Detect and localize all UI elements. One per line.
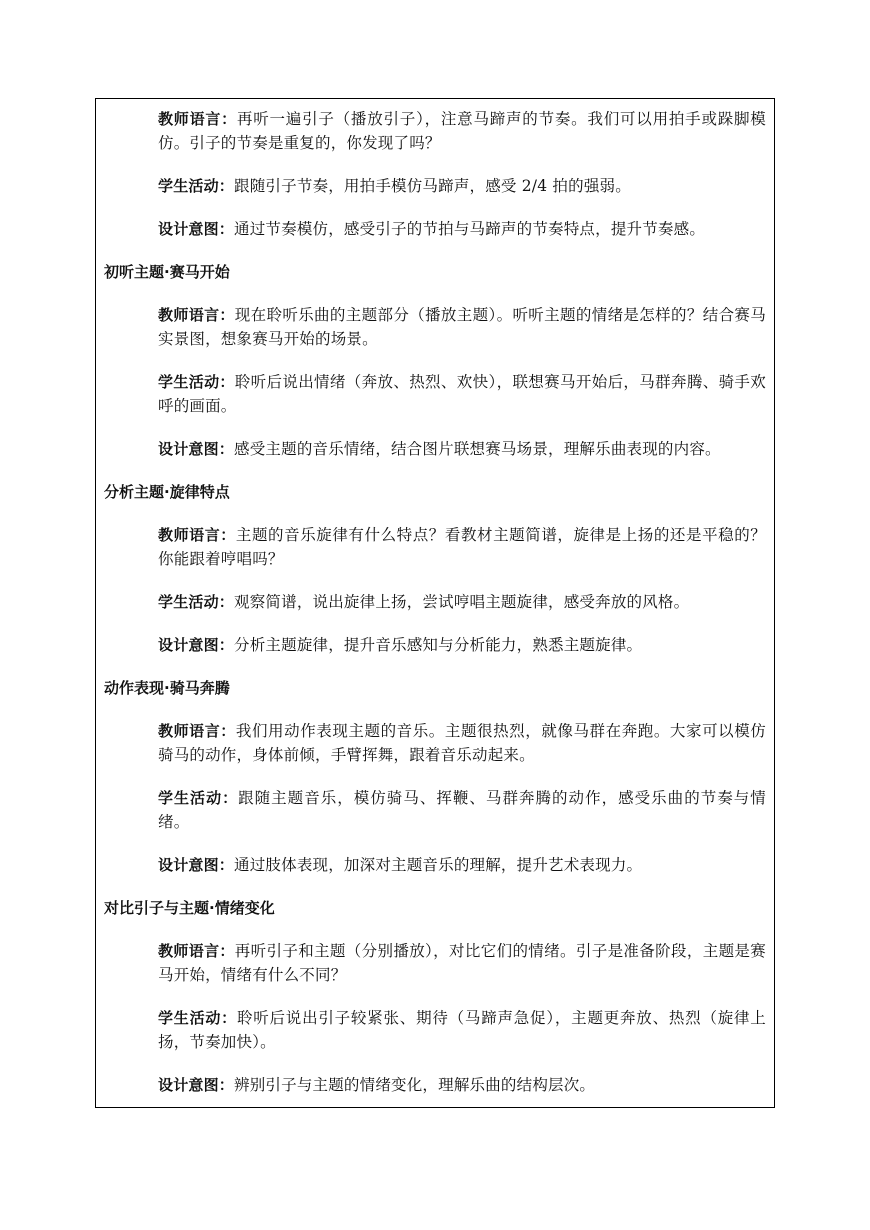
teacher-text: 再听引子和主题（分别播放），对比它们的情绪。引子是准备阶段，主题是赛马开始，情绪有什么不同？ <box>158 942 766 984</box>
teacher-text: 主题的音乐旋律有什么特点？看教材主题简谱，旋律是上扬的还是平稳的？你能跟着哼唱吗？ <box>158 526 766 568</box>
design-text: 通过节奏模仿，感受引子的节拍与马蹄声的节奏特点，提升节奏感。 <box>234 220 706 238</box>
student-paragraph <box>104 590 766 614</box>
teacher-text: 我们用动作表现主题的音乐。主题很热烈，就像马群在奔跑。大家可以模仿骑马的动作，身体前倾，手臂挥舞，跟着音乐动起来。 <box>158 722 766 764</box>
teacher-text: 现在聆听乐曲的主题部分（播放主题）。听听主题的情绪是怎样的？结合赛马实景图，想象赛马开始的场景。 <box>158 306 766 348</box>
student-label: 学生活动： <box>158 373 235 391</box>
design-paragraph <box>104 1073 766 1097</box>
design-label: 设计意图： <box>158 440 235 458</box>
design-text: 辨别引子与主题的情绪变化，理解乐曲的结构层次。 <box>234 1076 596 1094</box>
student-label: 学生活动： <box>158 789 239 807</box>
design-label: 设计意图： <box>158 856 235 874</box>
student-text: 聆听后说出情绪（奔放、热烈、欢快），联想赛马开始后，马群奔腾、骑手欢呼的画面。 <box>158 373 766 415</box>
teacher-paragraph <box>104 939 766 987</box>
teacher-paragraph <box>104 523 766 571</box>
design-text: 通过肢体表现，加深对主题音乐的理解，提升艺术表现力。 <box>234 856 643 874</box>
section-heading: 动作表现·骑马奔腾 <box>104 679 230 697</box>
student-text: 跟随主题音乐，模仿骑马、挥鞭、马群奔腾的动作，感受乐曲的节奏与情绪。 <box>158 789 766 831</box>
design-paragraph <box>104 217 766 241</box>
teacher-label: 教师语言： <box>158 110 237 128</box>
student-text: 跟随引子节奏，用拍手模仿马蹄声，感受 2/4 拍的强弱。 <box>234 177 631 195</box>
lesson-content <box>104 107 766 1097</box>
teacher-label: 教师语言： <box>158 722 236 740</box>
design-paragraph <box>104 437 766 461</box>
section-heading: 对比引子与主题·情绪变化 <box>104 899 275 917</box>
design-paragraph <box>104 853 766 877</box>
teacher-label: 教师语言： <box>158 306 235 324</box>
design-text: 分析主题旋律，提升音乐感知与分析能力，熟悉主题旋律。 <box>234 636 643 654</box>
student-text: 观察简谱，说出旋律上扬，尝试哼唱主题旋律，感受奔放的风格。 <box>234 593 690 611</box>
design-label: 设计意图： <box>158 636 235 654</box>
design-paragraph <box>104 633 766 657</box>
lesson-plan-table-cell <box>95 98 775 1108</box>
teacher-text: 再听一遍引子（播放引子），注意马蹄声的节奏。我们可以用拍手或跺脚模仿。引子的节奏是重复的，你发现了吗？ <box>158 110 766 152</box>
teacher-paragraph <box>104 107 766 155</box>
design-text: 感受主题的音乐情绪，结合图片联想赛马场景，理解乐曲表现的内容。 <box>234 440 721 458</box>
student-label: 学生活动： <box>158 593 235 611</box>
design-label: 设计意图： <box>158 1076 235 1094</box>
student-paragraph <box>104 370 766 418</box>
section-heading: 初听主题·赛马开始 <box>104 263 230 281</box>
design-label: 设计意图： <box>158 220 235 238</box>
section-heading: 分析主题·旋律特点 <box>104 483 230 501</box>
teacher-paragraph <box>104 719 766 767</box>
student-paragraph <box>104 174 766 198</box>
teacher-paragraph <box>104 303 766 351</box>
student-label: 学生活动： <box>158 177 235 195</box>
teacher-label: 教师语言： <box>158 942 235 960</box>
student-text: 聆听后说出引子较紧张、期待（马蹄声急促），主题更奔放、热烈（旋律上扬，节奏加快）。 <box>158 1009 766 1051</box>
student-paragraph <box>104 786 766 834</box>
teacher-label: 教师语言： <box>158 526 236 544</box>
student-label: 学生活动： <box>158 1009 237 1027</box>
student-paragraph <box>104 1006 766 1054</box>
